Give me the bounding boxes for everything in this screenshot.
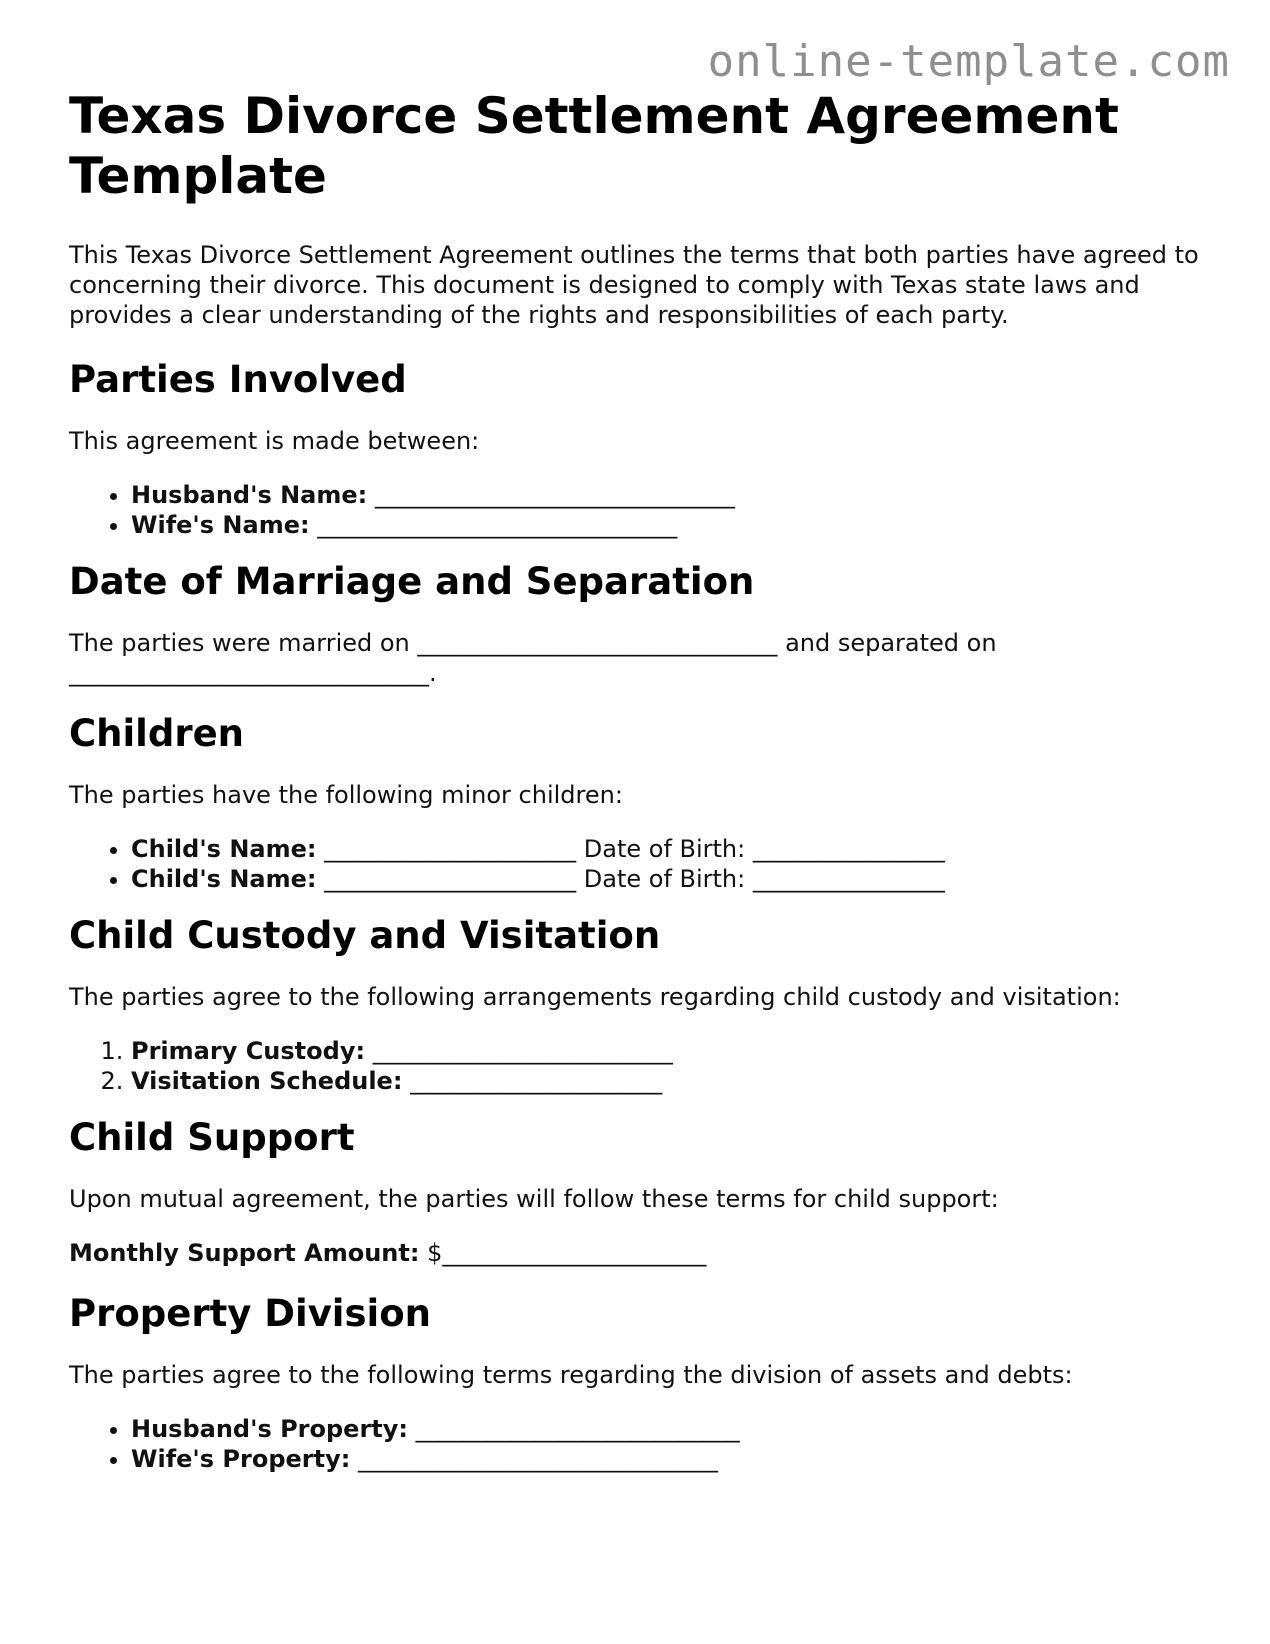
child-name-field[interactable]: _____________________ [324, 835, 577, 863]
wife-property-item [131, 1444, 1209, 1474]
document-page [69, 86, 1209, 1494]
children-heading: Children [69, 712, 245, 755]
child-item [131, 864, 1209, 894]
marriage-text-part2: and separated on [785, 629, 997, 657]
husband-property-item [131, 1414, 1209, 1444]
children-section [69, 712, 1209, 894]
primary-custody-field[interactable]: _________________________ [372, 1037, 673, 1065]
child-item [131, 834, 1209, 864]
property-section [69, 1292, 1209, 1474]
child-dob-field[interactable]: ________________ [752, 835, 945, 863]
children-text: The parties have the following minor children: [69, 781, 623, 809]
wife-property-field[interactable]: ______________________________ [357, 1445, 718, 1473]
child-name-label: Child's Name: [131, 835, 317, 863]
support-amount-line [69, 1238, 1209, 1268]
support-text: Upon mutual agreement, the parties will follow these terms for child support: [69, 1185, 999, 1213]
marriage-text-part1: The parties were married on [69, 629, 410, 657]
visitation-schedule-item [131, 1066, 1209, 1096]
husband-property-label: Husband's Property: [131, 1415, 409, 1443]
support-amount-field[interactable]: $______________________ [427, 1239, 707, 1267]
wife-name-field[interactable]: ______________________________ [317, 511, 678, 539]
husband-name-item [131, 480, 1209, 510]
parties-heading: Parties Involved [69, 358, 407, 401]
custody-section [69, 914, 1209, 1096]
property-list [69, 1414, 1209, 1474]
marriage-text-end: . [429, 659, 437, 687]
visitation-schedule-field[interactable]: _____________________ [410, 1067, 663, 1095]
child-name-label: Child's Name: [131, 865, 317, 893]
child-dob-label: Date of Birth: [583, 865, 746, 893]
parties-section [69, 358, 1209, 540]
husband-property-field[interactable]: ___________________________ [415, 1415, 740, 1443]
marriage-text [69, 628, 1209, 688]
support-section [69, 1116, 1209, 1268]
children-list [69, 834, 1209, 894]
marriage-date-field[interactable]: ______________________________ [417, 629, 778, 657]
support-amount-label: Monthly Support Amount: [69, 1239, 420, 1267]
wife-name-item [131, 510, 1209, 540]
document-title: Texas Divorce Settlement Agreement Template [69, 87, 1119, 205]
property-heading: Property Division [69, 1292, 431, 1335]
marriage-section [69, 560, 1209, 688]
primary-custody-item [131, 1036, 1209, 1066]
support-heading: Child Support [69, 1116, 355, 1159]
parties-list [69, 480, 1209, 540]
wife-name-label: Wife's Name: [131, 511, 310, 539]
child-dob-label: Date of Birth: [583, 835, 746, 863]
custody-heading: Child Custody and Visitation [69, 914, 661, 957]
custody-list [69, 1036, 1209, 1096]
child-dob-field[interactable]: ________________ [752, 865, 945, 893]
marriage-heading: Date of Marriage and Separation [69, 560, 755, 603]
child-name-field[interactable]: _____________________ [324, 865, 577, 893]
husband-name-label: Husband's Name: [131, 481, 368, 509]
property-text: The parties agree to the following terms regarding the division of assets and debts: [69, 1361, 1073, 1389]
separation-date-field[interactable]: ______________________________ [69, 659, 429, 687]
visitation-schedule-label: Visitation Schedule: [131, 1067, 403, 1095]
wife-property-label: Wife's Property: [131, 1445, 351, 1473]
husband-name-field[interactable]: ______________________________ [374, 481, 735, 509]
intro-paragraph: This Texas Divorce Settlement Agreement outlines the terms that both parties have agreed to concerning their divorce. This document is designed to comply with Texas state laws and provides a clear understanding of the rights and responsibilities of each party. [69, 241, 1199, 329]
primary-custody-label: Primary Custody: [131, 1037, 366, 1065]
parties-text: This agreement is made between: [69, 427, 480, 455]
watermark: online-template.com [707, 36, 1230, 87]
custody-text: The parties agree to the following arrangements regarding child custody and visitation: [69, 983, 1121, 1011]
